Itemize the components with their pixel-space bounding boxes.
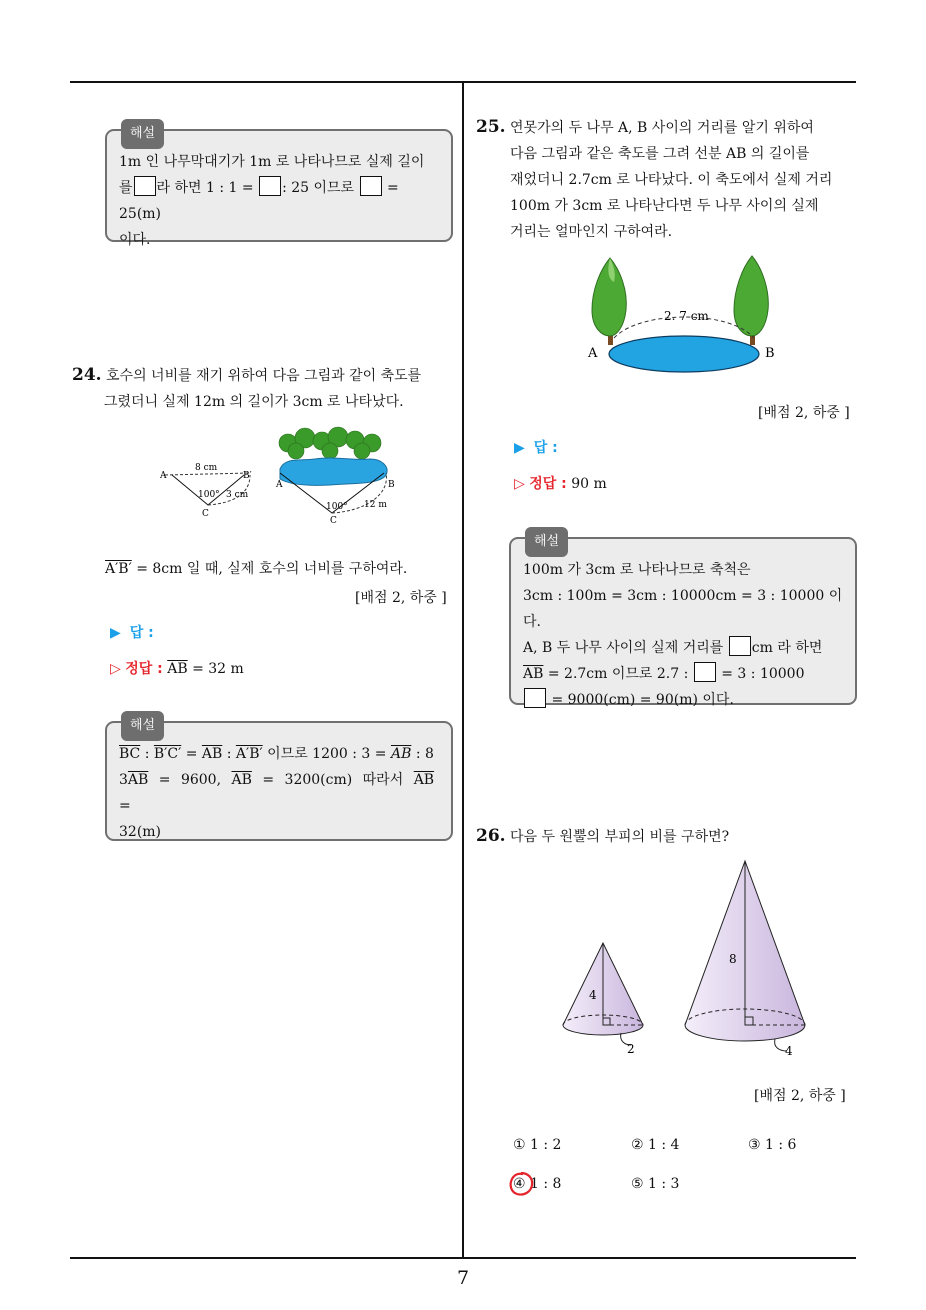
big-height: 8 bbox=[729, 952, 737, 966]
blank-box bbox=[134, 176, 156, 196]
solution-box-23 bbox=[105, 126, 453, 248]
question-number: 24. bbox=[72, 365, 102, 385]
correct-answer-24: ▷ 정답 : $\overline{AB} = 32$ m bbox=[110, 661, 244, 677]
label-a: A bbox=[160, 471, 167, 481]
answer-24: ▶ 답 : bbox=[110, 625, 154, 641]
label-angle: 100° bbox=[198, 490, 220, 500]
blank-box bbox=[360, 176, 382, 196]
solution-line: $3\overline{AB} = 9600$, $\overline{AB} = 3200(cm)$ 따라서 $\overline{AB}$ = bbox=[119, 772, 435, 814]
small-triangle bbox=[159, 463, 252, 519]
page-number: 7 bbox=[456, 1267, 470, 1289]
label-bc2: 12 m bbox=[364, 500, 387, 510]
bottom-rule bbox=[70, 1257, 856, 1259]
solution-line: 를 라 하면 1 : 1 = : 25 이므로 = 25(m) bbox=[119, 175, 439, 227]
outline-play-icon: ▷ bbox=[110, 661, 121, 677]
label-bc: 3 cm bbox=[226, 490, 249, 500]
solution-line: 1m 인 나무막대기가 1m 로 나타나므로 실제 길이 bbox=[119, 154, 425, 170]
question-24-prompt: A′B′ = 8cm 일 때, 실제 호수의 너비를 구하여라. bbox=[105, 561, 408, 577]
question-text: 호수의 너비를 재기 위하여 다음 그림과 같이 축도를 bbox=[106, 368, 422, 384]
blank-box bbox=[694, 662, 716, 682]
column-divider bbox=[462, 83, 464, 1259]
big-cone bbox=[685, 861, 805, 1058]
solution-line: $\overline{AB} = 2.7cm$ 이므로 2.7 : = 3 : 10000 bbox=[523, 661, 843, 687]
question-24 bbox=[72, 362, 457, 415]
blank-box bbox=[729, 636, 751, 656]
small-radius: 2 bbox=[627, 1042, 635, 1056]
label-a2: A bbox=[276, 480, 283, 490]
choice-3[interactable]: ③ 1 : 6 bbox=[748, 1137, 797, 1153]
solution-line: 100m 가 3cm 로 나타나므로 축척은 bbox=[523, 562, 751, 578]
label-b: B′ bbox=[243, 471, 252, 481]
play-icon: ▶ bbox=[110, 625, 121, 641]
selected-mark-icon bbox=[506, 1169, 536, 1199]
blank-box bbox=[259, 176, 281, 196]
solution-tag: 해설 bbox=[121, 711, 164, 741]
label-a: A bbox=[588, 346, 598, 361]
question-number: 26. bbox=[476, 826, 506, 846]
label-c2: C bbox=[330, 516, 337, 523]
solution-line: $\overline{BC}$ : $B'C' = \overline{AB}$ : A′B′ 이므로 1200 : $3 = \overline{AB}$ : 8 bbox=[119, 746, 434, 762]
score-24: [배점 2, 하중 ] bbox=[355, 590, 447, 606]
choice-4[interactable]: ④ 1 : 8 bbox=[513, 1176, 562, 1192]
question-text: 다음 두 원뿔의 부피의 비를 구하면? bbox=[510, 829, 730, 845]
lake-scale-figure bbox=[150, 423, 410, 523]
correct-answer-25: ▷ 정답 : 90 m bbox=[514, 476, 607, 492]
blank-box bbox=[524, 688, 546, 708]
label-b: B bbox=[765, 346, 775, 361]
label-c: C bbox=[202, 509, 209, 519]
question-26 bbox=[476, 823, 729, 850]
tree-right bbox=[734, 256, 768, 345]
choice-2[interactable]: ② 1 : 4 bbox=[631, 1137, 680, 1153]
solution-tag: 해설 bbox=[525, 527, 568, 557]
label-angle2: 100° bbox=[326, 502, 348, 512]
solution-line: A, B 두 나무 사이의 실제 거리를 cm 라 하면 bbox=[523, 635, 843, 661]
solution-tag: 해설 bbox=[121, 119, 164, 149]
solution-line: 이다. bbox=[119, 232, 151, 248]
question-number: 25. bbox=[476, 117, 506, 137]
small-cone bbox=[563, 943, 643, 1056]
solution-box-25 bbox=[509, 534, 857, 708]
small-height: 4 bbox=[589, 988, 597, 1002]
outline-play-icon: ▷ bbox=[514, 476, 525, 492]
solution-box-24 bbox=[105, 718, 453, 841]
score-25: [배점 2, 하중 ] bbox=[758, 405, 850, 421]
answer-25: ▶ 답 : bbox=[514, 440, 558, 456]
solution-line: = 9000(cm) = 90(m) 이다. bbox=[523, 687, 843, 713]
choice-1[interactable]: ① 1 : 2 bbox=[513, 1137, 562, 1153]
solution-line: 32(m) bbox=[119, 824, 162, 840]
label-ab: 8 cm bbox=[195, 463, 218, 473]
lake-drawing bbox=[275, 427, 395, 523]
question-text: 그렸더니 실제 12m 의 길이가 3cm 로 나타났다. bbox=[104, 394, 404, 410]
label-b2: B bbox=[388, 480, 395, 490]
pond-trees-figure bbox=[580, 250, 790, 380]
question-25: 25. 연못가의 두 나무 A, B 사이의 거리를 알기 위하여 다음 그림과 같은 축도를 그려 선분 AB 의 길이를 재었더니 2.7cm 로 나타났다. 이 축도에서 실제 거리 100m 가 3cm 로 나타난다면 두 나무 사이의 실제 거리는 얼마인지 구하여라. bbox=[476, 117, 833, 240]
play-icon: ▶ bbox=[514, 440, 525, 456]
solution-line: 3cm : 100m = 3cm : 10000cm = 3 : 10000 이다. bbox=[523, 588, 843, 630]
score-26: [배점 2, 하중 ] bbox=[754, 1088, 846, 1104]
choice-5[interactable]: ⑤ 1 : 3 bbox=[631, 1176, 680, 1192]
label-distance: 2. 7 cm bbox=[664, 309, 709, 323]
cones-figure bbox=[555, 855, 825, 1065]
big-radius: 4 bbox=[785, 1044, 793, 1058]
